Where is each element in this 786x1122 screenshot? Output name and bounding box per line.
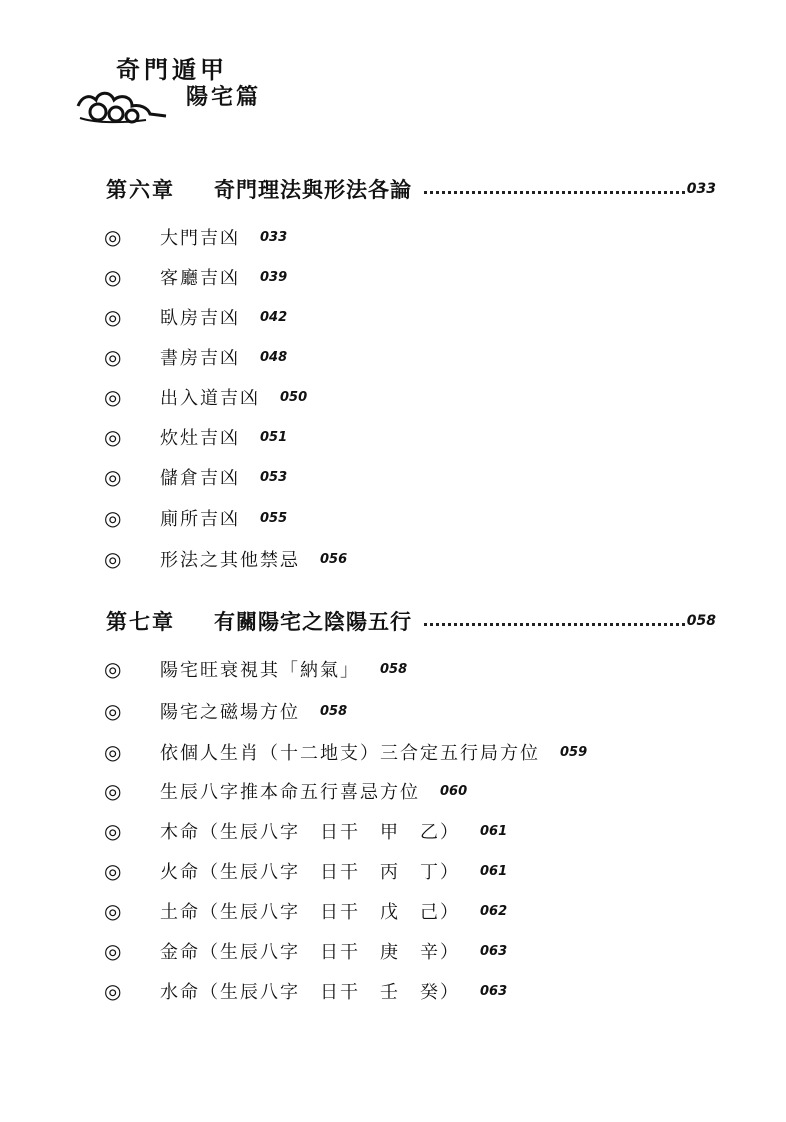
item-page: 063 <box>480 943 508 959</box>
list-item <box>104 976 507 1006</box>
item-label: 陽宅之磁場方位 <box>160 702 300 723</box>
leader-dots <box>424 189 685 194</box>
item-page: 060 <box>440 783 468 799</box>
item-page: 061 <box>480 823 508 839</box>
list-item <box>104 503 287 533</box>
item-page: 053 <box>260 469 288 485</box>
item-page: 033 <box>260 229 288 245</box>
bullet-icon: ◎ <box>104 225 122 249</box>
book-header <box>76 44 276 134</box>
bullet-icon: ◎ <box>104 265 122 289</box>
bullet-icon: ◎ <box>104 547 122 571</box>
bullet-icon: ◎ <box>104 465 122 489</box>
bullet-icon: ◎ <box>104 425 122 449</box>
item-label: 大門吉凶 <box>160 228 240 249</box>
book-subtitle: 陽宅篇 <box>186 85 262 110</box>
item-page: 062 <box>480 903 508 919</box>
list-item <box>104 696 347 726</box>
bullet-icon: ◎ <box>104 506 122 530</box>
chapter-title: 有關陽宅之陰陽五行 <box>214 610 412 634</box>
chapter-title: 奇門理法與形法各論 <box>214 178 412 202</box>
item-page: 058 <box>320 703 348 719</box>
item-label: 木命（生辰八字 日干 甲 乙） <box>160 822 460 843</box>
item-page: 051 <box>260 429 288 445</box>
item-label: 火命（生辰八字 日干 丙 丁） <box>160 862 460 883</box>
item-page: 059 <box>560 744 588 760</box>
item-page: 055 <box>260 510 288 526</box>
bullet-icon: ◎ <box>104 939 122 963</box>
bullet-icon: ◎ <box>104 657 122 681</box>
item-label: 形法之其他禁忌 <box>160 550 300 571</box>
chapter-heading <box>106 604 716 638</box>
list-item <box>104 936 507 966</box>
leader-dots <box>424 621 685 626</box>
item-label: 依個人生肖（十二地支）三合定五行局方位 <box>160 743 540 764</box>
list-item <box>104 896 507 926</box>
list-item <box>104 737 587 767</box>
list-item <box>104 382 307 412</box>
bullet-icon: ◎ <box>104 699 122 723</box>
item-label: 水命（生辰八字 日干 壬 癸） <box>160 982 460 1003</box>
chapter-number: 第七章 <box>106 610 175 634</box>
list-item <box>104 776 467 806</box>
item-label: 廁所吉凶 <box>160 509 240 530</box>
list-item <box>104 262 287 292</box>
chapter-heading <box>106 172 716 206</box>
item-label: 出入道吉凶 <box>160 388 260 409</box>
item-label: 金命（生辰八字 日干 庚 辛） <box>160 942 460 963</box>
list-item <box>104 222 287 252</box>
bullet-icon: ◎ <box>104 345 122 369</box>
item-label: 陽宅旺衰視其「納氣」 <box>160 660 360 681</box>
list-item <box>104 302 287 332</box>
chapter-number: 第六章 <box>106 178 175 202</box>
bullet-icon: ◎ <box>104 740 122 764</box>
item-page: 061 <box>480 863 508 879</box>
list-item <box>104 422 287 452</box>
bullet-icon: ◎ <box>104 859 122 883</box>
item-page: 056 <box>320 551 348 567</box>
item-page: 039 <box>260 269 288 285</box>
item-label: 客廳吉凶 <box>160 268 240 289</box>
item-label: 書房吉凶 <box>160 348 240 369</box>
bullet-icon: ◎ <box>104 979 122 1003</box>
item-label: 土命（生辰八字 日干 戊 己） <box>160 902 460 923</box>
bullet-icon: ◎ <box>104 305 122 329</box>
book-title: 奇門遁甲 <box>116 56 228 84</box>
item-label: 儲倉吉凶 <box>160 468 240 489</box>
item-page: 063 <box>480 983 508 999</box>
cloud-ornament-icon <box>76 86 168 126</box>
bullet-icon: ◎ <box>104 779 122 803</box>
item-page: 042 <box>260 309 288 325</box>
bullet-icon: ◎ <box>104 819 122 843</box>
list-item <box>104 462 287 492</box>
list-item <box>104 816 507 846</box>
bullet-icon: ◎ <box>104 385 122 409</box>
bullet-icon: ◎ <box>104 899 122 923</box>
list-item <box>104 856 507 886</box>
item-label: 炊灶吉凶 <box>160 428 240 449</box>
item-page: 058 <box>380 661 408 677</box>
item-page: 050 <box>280 389 308 405</box>
chapter-page: 058 <box>686 613 716 629</box>
item-page: 048 <box>260 349 288 365</box>
item-label: 臥房吉凶 <box>160 308 240 329</box>
chapter-page: 033 <box>686 181 716 197</box>
list-item <box>104 544 347 574</box>
list-item <box>104 342 287 372</box>
list-item <box>104 654 407 684</box>
item-label: 生辰八字推本命五行喜忌方位 <box>160 782 420 803</box>
